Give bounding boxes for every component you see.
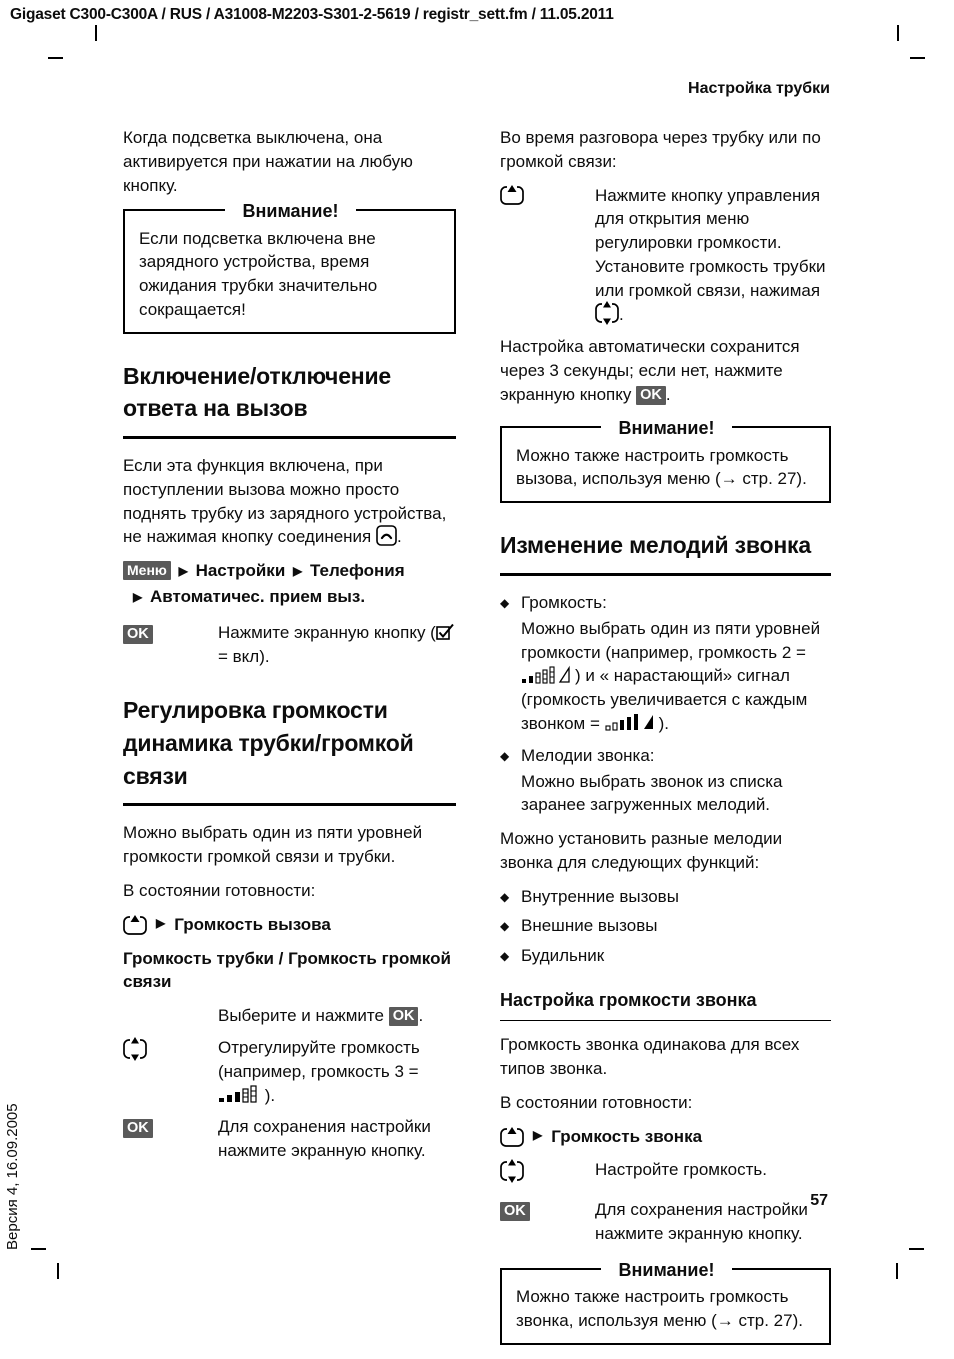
control-key-cell [500,184,595,328]
ok-key-badge: OK [123,625,153,644]
attention-box-call-volume [500,418,831,503]
adjust-text-after: ). [260,1085,276,1105]
bullet-internal-calls [500,885,831,909]
standby-paragraph: В состоянии готовности: [500,1092,693,1112]
bullet-internal-calls-label: Внутренние вызовы [521,886,679,906]
control-key-cell [123,1036,218,1107]
menu-key-badge: Меню [123,561,171,580]
bullet-external-calls-label: Внешние вызовы [521,916,658,936]
ok-key-badge: OK [636,386,666,405]
menu-path-line-2 [130,585,456,609]
auto-answer-paragraph [123,454,456,549]
right-column [500,126,831,1359]
diamond-bullet-icon: ◆ [500,949,510,964]
save-text: Для сохранения настройки нажмите экранную кнопку. [218,1117,431,1161]
attention-box-head [516,1258,817,1283]
attention-body: Можно также настроить громкость звонка, используя меню (→ стр. 27). [516,1287,803,1330]
ok-key-badge: OK [123,1119,153,1138]
menu-path-line-1 [123,559,456,583]
ctrl-text-after: . [619,304,624,324]
attention-title: Внимание! [225,199,357,224]
ok-text-after: = вкл). [218,646,270,666]
attention-body: Можно также настроить громкость вызова, используя меню (→ стр. 27). [516,445,807,489]
talk-key-icon [376,525,397,546]
crop-mark [896,1263,898,1279]
b1-text-after: ). [658,713,670,733]
ok-key-cell [123,621,218,669]
select-ok-text [218,1004,456,1028]
crop-mark [48,57,63,59]
auto-answer-text-end: . [396,527,402,547]
control-key-instruction-text [595,184,831,328]
ringer-volume-paragraph: Громкость звонка одинакова для всех типов звонка. [500,1035,800,1079]
heading-ringtone-change: Изменение мелодий звонка [500,529,831,576]
attention-box-head [139,199,442,224]
attention-box-backlight [123,201,456,333]
menu-arrow-icon: ▶ [133,590,143,605]
crop-mark [31,1248,46,1250]
select-text-after: . [418,1006,424,1026]
save-ringer-row [500,1198,831,1246]
crop-mark [909,1248,924,1250]
select-text-before: Выберите и нажмите [218,1006,389,1026]
ok-key-badge: OK [389,1007,419,1026]
control-key-up-icon [123,915,147,935]
control-key-updown-icon [595,301,619,325]
nav-label-ringer-volume: Громкость звонка [551,1126,703,1146]
ok-instruction-row [123,621,456,669]
heading-ringer-volume: Настройка громкости звонка [500,988,831,1021]
control-key-instruction-row [500,184,831,328]
intro-paragraph: Когда подсветка выключена, она активируется при нажатии на любую кнопку. [123,128,413,195]
bullet-melodies [500,744,831,768]
diamond-bullet-icon: ◆ [500,595,510,610]
control-key-updown-icon [123,1037,147,1061]
version-note-vertical: Версия 4, 16.09.2005 [4,1103,21,1250]
nav-label-call-volume: Громкость вызова [174,914,331,934]
ok-key-badge: OK [500,1202,530,1221]
autosave-text-after: . [665,384,671,404]
bullet-external-calls [500,914,831,938]
bullet-alarm [500,944,831,968]
bullet-volume-label: Громкость: [521,592,607,612]
adjust-ringer-text: Настройте громкость. [595,1160,767,1180]
bullet-volume-text [521,617,831,736]
attention-box-ringer-volume [500,1259,831,1345]
diamond-bullet-icon: ◆ [500,919,510,934]
ok-text-before: Нажмите экранную кнопку ( [218,622,436,642]
menu-item-telephony: Телефония [309,561,405,581]
page-number: 57 [810,1192,828,1209]
volume-level-2-bell-icon [521,665,575,685]
diamond-bullet-icon: ◆ [500,889,510,904]
control-key-up-icon [500,1127,524,1147]
attention-title: Внимание! [601,416,733,441]
heading-volume-adjust: Регулировка громкости динамика трубки/громкой связи [123,694,456,806]
control-key-updown-icon [500,1159,524,1183]
control-key-cell [500,1158,595,1190]
adjust-ringer-row [500,1158,831,1190]
crop-mark [897,25,899,41]
crop-mark [910,57,925,59]
menu-arrow-icon: ▶ [156,916,166,931]
document-header-line: Gigaset C300-C300A / RUS / A31008-M2203-S301-2-5619 / registr_sett.fm / 11.05.2011 [10,6,614,23]
ok-key-cell [500,1198,595,1246]
select-ok-row [123,1004,456,1028]
auto-answer-text: Если эта функция включена, при поступлении вызова можно просто поднять трубку из зарядного устройства, не нажимая кнопку соединения [123,456,447,547]
running-head-section-title: Настройка трубки [688,80,830,97]
empty-icon-cell [123,1004,218,1028]
ok-instruction-text [218,621,456,669]
nav-row-ringer-volume [500,1125,831,1149]
autosave-text-before: Настройка автоматически сохранится через 3 секунды; если нет, нажмите экранную кнопку [500,337,800,404]
save-row [123,1115,456,1163]
talk-mode-paragraph: Во время разговора через трубку или по громкой связи: [500,128,821,171]
functions-paragraph: Можно установить разные мелодии звонка для следующих функций: [500,829,783,872]
menu-item-settings: Настройки [195,561,286,581]
attention-box-head [516,416,817,441]
menu-arrow-icon: ▶ [533,1128,543,1143]
bullet-alarm-label: Будильник [521,946,605,966]
crop-mark [57,1263,59,1279]
handset-speaker-volume-label: Громкость трубки / Громкость громкой связи [123,948,451,992]
menu-arrow-icon: ▶ [293,564,303,579]
bullet-melodies-text: Можно выбрать звонок из списка заранее загруженных мелодий. [521,771,783,815]
bullet-melodies-label: Мелодии звонка: [521,745,655,765]
menu-item-auto-answer: Автоматичес. прием выз. [149,587,366,607]
heading-auto-answer: Включение/отключение ответа на вызов [123,360,456,439]
volume-crescendo-bell-icon [605,712,659,732]
volume-level-3-icon [218,1084,260,1104]
bullet-volume [500,591,831,615]
volume-paragraph: Можно выбрать один из пяти уровней громкости громкой связи и трубки. [123,823,423,867]
diamond-bullet-icon: ◆ [500,748,510,763]
b1-text-before: Можно выбрать один из пяти уровней громкости (например, громкость 2 = [521,618,821,662]
crop-mark [95,25,97,41]
attention-title: Внимание! [601,1258,733,1283]
adjust-volume-row [123,1036,456,1107]
ctrl-text-before: Нажмите кнопку управления для открытия меню регулировки громкости. Установите громкость трубки или громкой связи, нажимая [595,185,826,300]
adjust-text-before: Отрегулируйте громкость (например, громкость 3 = [218,1038,420,1081]
ok-key-cell [123,1115,218,1163]
save-ringer-text: Для сохранения настройки нажмите экранную кнопку. [595,1200,808,1244]
nav-row-call-volume [123,913,456,937]
standby-paragraph: В состоянии готовности: [123,881,316,901]
checkbox-checked-icon [436,623,456,640]
b1-text-mid: ) и « нарастающий» сигнал (громкость увеличивается с каждым звонком = [521,666,808,733]
autosave-paragraph [500,335,831,406]
left-column [123,126,456,1171]
attention-body: Если подсветка включена вне зарядного устройства, время ожидания трубки значительно сокращается! [139,228,378,319]
control-key-up-icon [500,185,524,205]
adjust-volume-text [218,1036,456,1107]
menu-arrow-icon: ▶ [178,564,188,579]
